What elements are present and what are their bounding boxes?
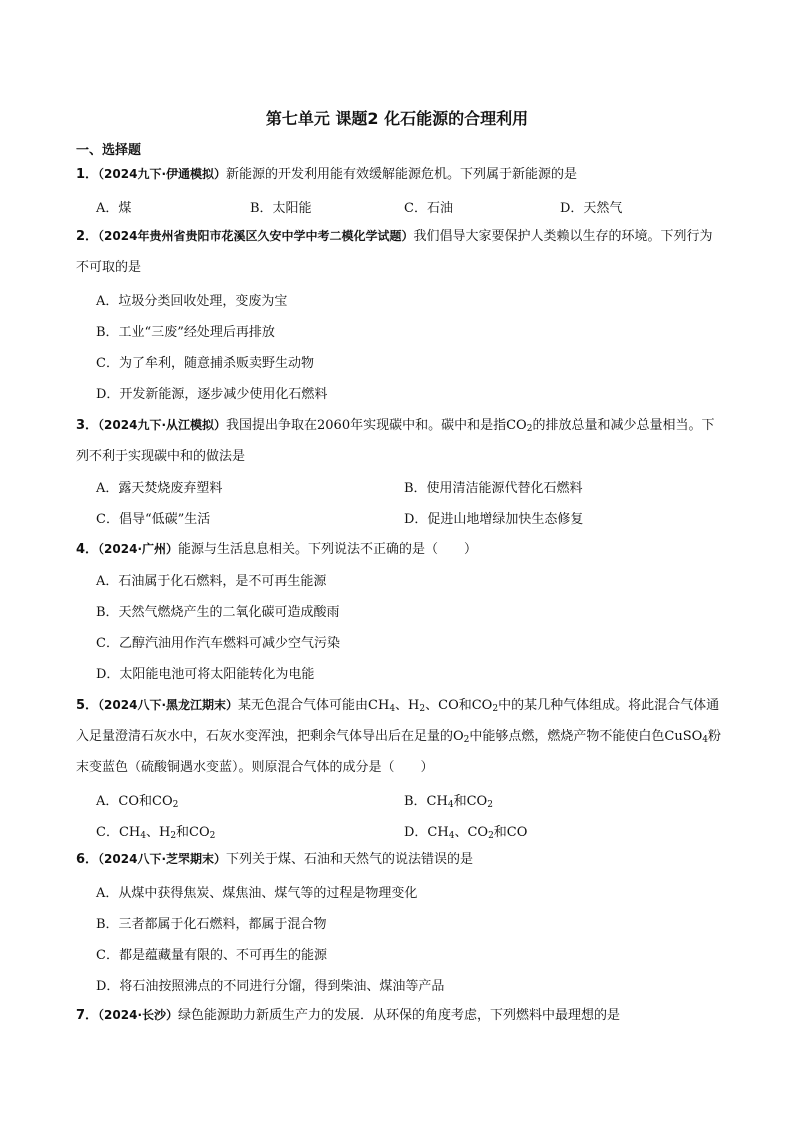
question-2 bbox=[76, 221, 724, 283]
option-c[interactable]: C．$CH_4$、$H_2$和$CO_2$ bbox=[96, 825, 216, 841]
option-b[interactable]: B．使用清洁能源代替化石燃料 bbox=[404, 481, 583, 496]
option-d[interactable]: D．天然气 bbox=[560, 201, 623, 216]
option-b[interactable]: B．工业“三废”经处理后再排放 bbox=[96, 325, 275, 340]
question-source: （2024九下·从江模拟） bbox=[98, 418, 227, 432]
question-stem: 能源与生活息息相关。下列说法不正确的是（ ） bbox=[178, 542, 478, 557]
question-stem: 我们倡导大家要保护人类赖以生存的环境。下列行为不可取的是 bbox=[76, 229, 713, 275]
page-title: 第七单元 课题2 化石能源的合理利用 bbox=[265, 109, 529, 128]
option-b[interactable]: B．三者都属于化石燃料，都属于混合物 bbox=[96, 917, 327, 932]
option-b[interactable]: B．$CH_4$和$CO_2$ bbox=[404, 794, 493, 810]
option-a[interactable]: A．露天焚烧废弃塑料 bbox=[96, 481, 223, 496]
question-1 bbox=[76, 159, 724, 190]
question-stem: 下列关于煤、石油和天然气的说法错误的是 bbox=[226, 852, 474, 867]
question-4 bbox=[76, 534, 724, 565]
question-number: 6． bbox=[76, 852, 99, 867]
question-5 bbox=[76, 690, 724, 783]
question-stem: 某无色混合气体可能由$CH_4$、$H_2$、CO和$CO_2$中的某几种气体组成。将此混合气体通入足量澄清石灰水中，石灰水变浑浊，把剩余气体导出后在足量的$O_2$中能够点燃，燃烧产物不能使白色CuSO$_4$粉末变蓝色（硫酸铜遇水变蓝）。则原混合气体的成分是（ ） bbox=[76, 698, 722, 775]
question-3 bbox=[76, 410, 724, 472]
question-6 bbox=[76, 844, 724, 875]
question-number: 5． bbox=[76, 698, 99, 713]
option-d[interactable]: D．太阳能电池可将太阳能转化为电能 bbox=[96, 667, 315, 682]
option-c[interactable]: C．石油 bbox=[404, 201, 453, 216]
question-number: 4． bbox=[76, 542, 99, 557]
option-a[interactable]: A．煤 bbox=[96, 201, 132, 216]
option-b[interactable]: B．太阳能 bbox=[250, 201, 312, 216]
question-number: 1． bbox=[76, 167, 99, 182]
option-c[interactable]: C．为了牟利，随意捕杀贩卖野生动物 bbox=[96, 356, 314, 371]
question-number: 2． bbox=[76, 229, 99, 244]
option-a[interactable]: A．从煤中获得焦炭、煤焦油、煤气等的过程是物理变化 bbox=[96, 886, 418, 901]
option-c[interactable]: C．倡导“低碳”生活 bbox=[96, 512, 211, 527]
option-d[interactable]: D．$CH_4$、$CO_2$和CO bbox=[404, 825, 528, 841]
option-b[interactable]: B．天然气燃烧产生的二氧化碳可造成酸雨 bbox=[96, 605, 340, 620]
question-source: （2024九下·伊通模拟） bbox=[98, 167, 227, 181]
option-a[interactable]: A．CO和$CO_2$ bbox=[96, 794, 179, 810]
section-heading: 一、选择题 bbox=[76, 143, 142, 158]
question-7 bbox=[76, 1000, 724, 1031]
option-a[interactable]: A．垃圾分类回收处理，变废为宝 bbox=[96, 294, 288, 309]
question-source: （2024八下·黑龙江期末） bbox=[98, 698, 239, 712]
option-c[interactable]: C．都是蕴藏量有限的、不可再生的能源 bbox=[96, 948, 327, 963]
question-source: （2024年贵州省贵阳市花溪区久安中学中考二模化学试题） bbox=[98, 229, 414, 243]
option-c[interactable]: C．乙醇汽油用作汽车燃料可减少空气污染 bbox=[96, 636, 340, 651]
option-d[interactable]: D．促进山地增绿加快生态修复 bbox=[404, 512, 584, 527]
question-stem: 绿色能源助力新质生产力的发展．从环保的角度考虑，下列燃料中最理想的是 bbox=[178, 1008, 621, 1023]
question-number: 7． bbox=[76, 1008, 99, 1023]
question-source: （2024·广州） bbox=[98, 542, 179, 556]
question-stem: 我国提出争取在2060年实现碳中和。碳中和是指$CO_2$的排放总量和减少总量相当。下列不利于实现碳中和的做法是 bbox=[76, 418, 715, 464]
option-a[interactable]: A．石油属于化石燃料，是不可再生能源 bbox=[96, 574, 327, 589]
question-number: 3． bbox=[76, 418, 99, 433]
question-source: （2024·长沙） bbox=[98, 1008, 179, 1022]
option-d[interactable]: D．将石油按照沸点的不同进行分馏，得到柴油、煤油等产品 bbox=[96, 979, 445, 994]
question-source: （2024八下·芝罘期末） bbox=[98, 852, 227, 866]
option-d[interactable]: D．开发新能源，逐步减少使用化石燃料 bbox=[96, 387, 328, 402]
question-stem: 新能源的开发利用能有效缓解能源危机。下列属于新能源的是 bbox=[226, 167, 578, 182]
